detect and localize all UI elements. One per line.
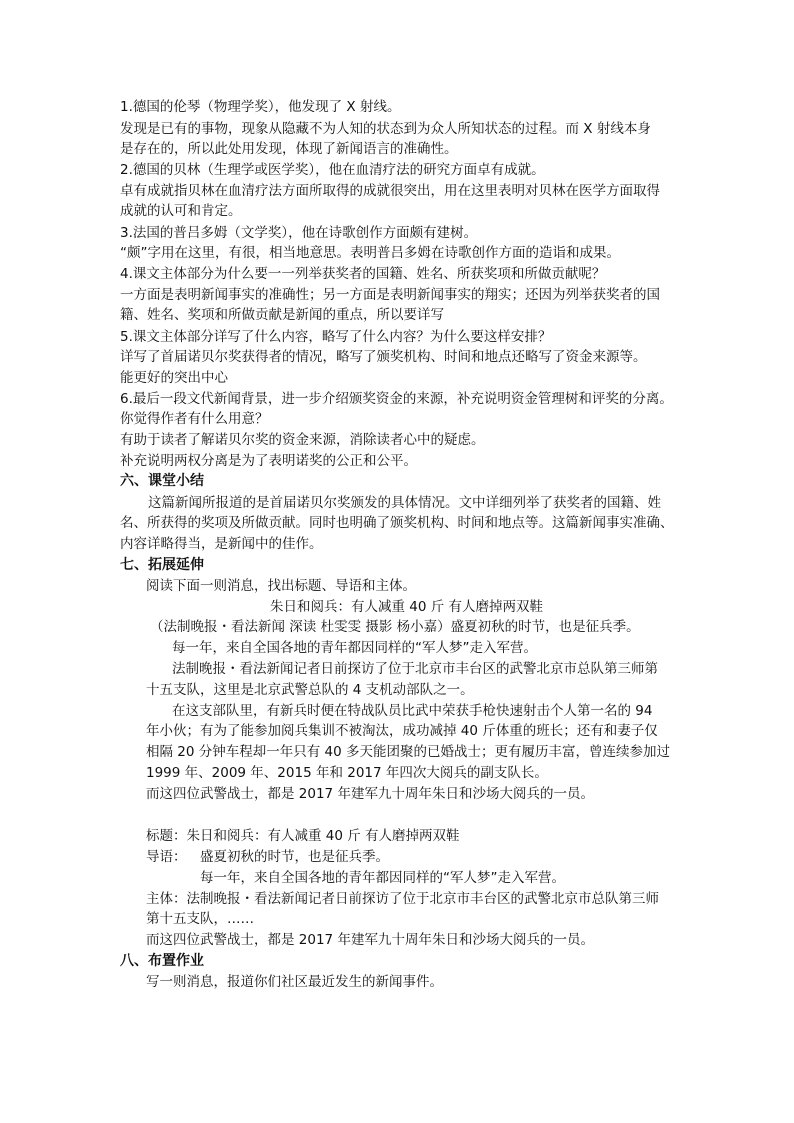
answer-4-line-2: 籍、姓名、奖项和所做贡献是新闻的重点，所以要详写 (120, 307, 444, 323)
news-body-4: 在这支部队里，有新兵时便在特战队员比武中荣获手枪快速射击个人第一名的 94 (172, 703, 653, 719)
exercise-intro: 阅读下面一则消息，找出标题、导语和主体。 (146, 578, 416, 594)
section-6-heading: 六、课堂小结 (120, 473, 204, 489)
homework-task: 写一则消息，报道你们社区最近发生的新闻事件。 (146, 974, 443, 990)
answer-3-line-1: “颇”字用在这里，有很，相当地意思。表明普吕多姆在诗歌创作方面的造诣和成果。 (120, 245, 620, 261)
question-1: 1.德国的伦琴（物理学奖），他发现了 X 射线。 (120, 99, 401, 115)
answer-title: 标题：朱日和阅兵：有人减重 40 斤 有人磨掉两双鞋 (146, 828, 460, 844)
answer-5-line-2: 能更好的突出中心 (120, 370, 228, 386)
answer-2-line-1: 卓有成就指贝林在血清疗法方面所取得的成就很突出，用在这里表明对贝林在医学方面取得 (120, 183, 660, 199)
answer-lead-1: 盛夏初秋的时节，也是征兵季。 (200, 849, 389, 865)
answer-body-2: 第十五支队，…… (146, 911, 254, 927)
answer-2-line-2: 成就的认可和肯定。 (120, 203, 242, 219)
answer-1-line-2: 是存在的，所以此处用发现，体现了新闻语言的准确性。 (120, 141, 458, 157)
answer-lead-label: 导语： (146, 849, 187, 865)
answer-4-line-1: 一方面是表明新闻事实的准确性；另一方面是表明新闻事实的翔实；还因为列举获奖者的国 (120, 287, 660, 303)
news-body-6: 相隔 20 分钟车程却一年只有 40 多天能团聚的已婚战士；更有履历丰富，曾连续参加过 (146, 744, 671, 760)
news-title: 朱日和阅兵：有人减重 40 斤 有人磨掉两双鞋 (270, 599, 544, 615)
news-body-2: 法制晚报・看法新闻记者日前探访了位于北京市丰台区的武警北京市总队第三师第 (172, 661, 658, 677)
news-body-8: 而这四位武警战士，都是 2017 年建军九十周年朱日和沙场大阅兵的一员。 (146, 786, 594, 802)
answer-body-1: 主体：法制晚报・看法新闻记者日前探访了位于北京市丰台区的武警北京市总队第三师 (146, 891, 659, 907)
section-8-heading: 八、布置作业 (120, 953, 204, 969)
news-body-7: 1999 年、2009 年、2015 年和 2017 年四次大阅兵的副支队长。 (146, 765, 548, 781)
summary-line-1: 这篇新闻所报道的是首届诺贝尔奖颁发的具体情况。文中详细列举了获奖者的国籍、姓 (148, 495, 661, 511)
answer-body-3: 而这四位武警战士，都是 2017 年建军九十周年朱日和沙场大阅兵的一员。 (146, 932, 594, 948)
summary-line-3: 内容详略得当，是新闻中的佳作。 (120, 536, 323, 552)
summary-line-2: 名、所获得的奖项及所做贡献。同时也明确了颁奖机构、时间和地点等。这篇新闻事实准确、 (120, 515, 674, 531)
question-2: 2.德国的贝林（生理学或医学奖），他在血清疗法的研究方面卓有成就。 (120, 162, 545, 178)
answer-1-line-1: 发现是已有的事物，现象从隐藏不为人知的状态到为众人所知状态的过程。而 X 射线本身 (120, 121, 651, 137)
news-body-5: 年小伙；有为了能参加阅兵集训不被淘汰，成功减掉 40 斤体重的班长；还有和妻子仅 (146, 723, 658, 739)
question-5: 5.课文主体部分详写了什么内容，略写了什么内容？为什么要这样安排？ (120, 329, 552, 345)
answer-6-line-1: 有助于读者了解诺贝尔奖的资金来源，消除读者心中的疑虑。 (120, 432, 485, 448)
news-body-1: 每一年，来自全国各地的青年都因同样的“军人梦”走入军营。 (172, 640, 537, 656)
question-6-line-2: 你觉得作者有什么用意？ (120, 411, 269, 427)
section-7-heading: 七、拓展延伸 (120, 557, 204, 573)
question-6-line-1: 6.最后一段文代新闻背景，进一步介绍颁奖资金的来源，补充说明资金管理树和评奖的分离。 (120, 391, 673, 407)
answer-5-line-1: 详写了首届诺贝尔奖获得者的情况，略写了颁奖机构、时间和地点还略写了资金来源等。 (120, 349, 647, 365)
answer-lead-2: 每一年，来自全国各地的青年都因同样的“军人梦”走入军营。 (200, 870, 565, 886)
news-lead: （法制晚报・看法新闻 深读 杜雯雯 摄影 杨小嘉）盛夏初秋的时节，也是征兵季。 (150, 619, 640, 635)
question-4: 4.课文主体部分为什么要一一列举获奖者的国籍、姓名、所获奖项和所做贡献呢？ (120, 266, 606, 282)
news-body-3: 十五支队，这里是北京武警总队的 4 支机动部队之一。 (146, 682, 474, 698)
answer-6-line-2: 补充说明两权分离是为了表明诺奖的公正和公平。 (120, 453, 417, 469)
question-3: 3.法国的普吕多姆（文学奖），他在诗歌创作方面颇有建树。 (120, 225, 478, 241)
